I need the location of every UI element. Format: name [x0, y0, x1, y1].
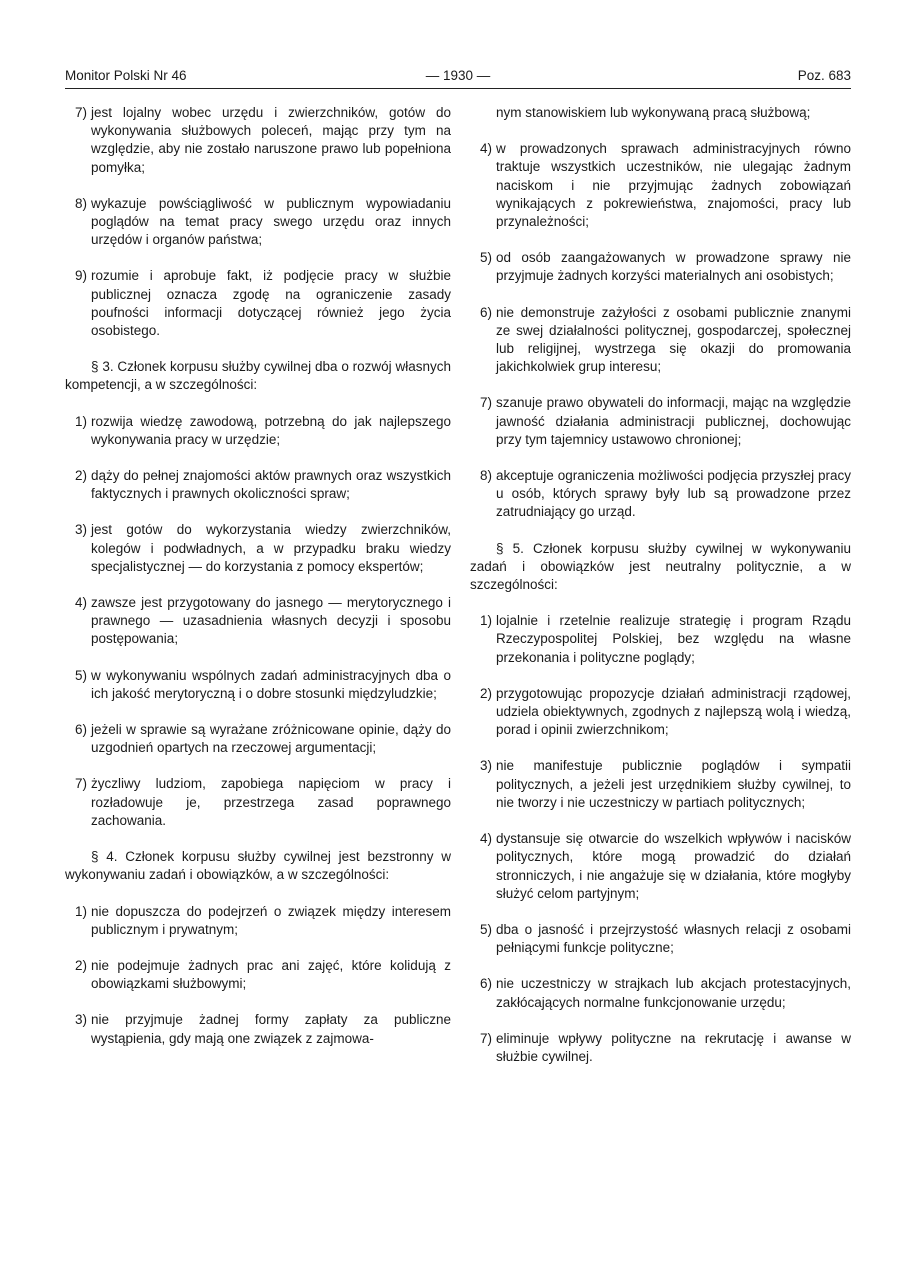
item-number: 2)	[74, 468, 87, 484]
item-number: 5)	[479, 250, 492, 266]
item-number: 4)	[74, 595, 87, 611]
item-number: 1)	[74, 903, 87, 919]
item-number: 5)	[74, 667, 87, 683]
item-number: 7)	[479, 1030, 492, 1046]
item-number: 8)	[74, 195, 87, 211]
continuation-text: nym stanowiskiem lub wykonywaną pracą służbową;	[496, 105, 811, 120]
item-text: nie przyjmuje żadnej formy zapłaty za publiczne wystąpienia, gdy mają one związek z zajmowa-	[91, 1012, 451, 1046]
list-item	[65, 775, 451, 830]
item-number: 4)	[479, 831, 492, 847]
list-item	[65, 104, 451, 177]
item-number: 1)	[74, 413, 87, 429]
right-column	[470, 104, 851, 1084]
item-number: 6)	[74, 722, 87, 738]
item-text: zawsze jest przygotowany do jasnego — merytorycznego i prawnego — uzasadnienia własnych decyzji i sposobu postępowania;	[91, 595, 451, 647]
item-number: 9)	[74, 268, 87, 284]
numbered-list	[470, 140, 851, 521]
list-item	[65, 594, 451, 649]
item-number: 5)	[479, 921, 492, 937]
list-item	[470, 685, 851, 740]
item-number: 6)	[479, 304, 492, 320]
item-text: eliminuje wpływy polityczne na rekrutację i awanse w służbie cywilnej.	[496, 1030, 851, 1064]
item-text: nie podejmuje żadnych prac ani zajęć, które kolidują z obowiązkami służbowymi;	[91, 957, 451, 992]
item-number: 7)	[479, 395, 492, 411]
item-text: nie demonstruje zażyłości z osobami publicznie znanymi ze swej działalności politycznej, gospodarczej, społecznej lub religijnej, wystrzega się okazji do promowania jakichkolwiek grup interesu;	[496, 304, 851, 375]
numbered-list	[470, 612, 851, 1066]
numbered-list	[65, 903, 451, 1048]
list-item	[470, 1030, 851, 1066]
item-text: nie uczestniczy w strajkach lub akcjach protestacyjnych, zakłócających normalne funkcjonowanie urzędu;	[496, 976, 851, 1010]
item-number: 7)	[74, 105, 87, 120]
item-text: nie dopuszcza do podejrzeń o związek między interesem publicznym i prywatnym;	[91, 903, 451, 937]
list-item	[470, 394, 851, 449]
item-text: rozumie i aprobuje fakt, iż podjęcie pracy w służbie publicznej oznacza zgodę na ograniczenie zasady poufności informacji dotyczącej również jego życia osobistego.	[91, 268, 451, 339]
list-item	[470, 612, 851, 667]
item-number: 3)	[479, 758, 492, 774]
list-item	[470, 304, 851, 377]
list-item	[65, 1011, 451, 1047]
item-text: jest lojalny wobec urzędu i zwierzchników, gotów do wykonywania służbowych poleceń, mając przy tym na względzie, aby nie zostało naruszone prawo lub popełniona pomyłka;	[91, 105, 451, 175]
list-item	[470, 975, 851, 1011]
page-header	[65, 68, 851, 88]
position-number: Poz. 683	[797, 68, 851, 83]
item-text: nie manifestuje publicznie poglądów i sympatii politycznych, a jeżeli jest urzędnikiem służby cywilnej, to nie tworzy i nie uczestniczy w partiach politycznych;	[496, 758, 851, 810]
list-item	[65, 413, 451, 449]
item-text: jest gotów do wykorzystania wiedzy zwierzchników, kolegów i podwładnych, a w przypadku braku wiedzy specjalistycznej — do korzystania z pomocy ekspertów;	[91, 522, 451, 574]
item-text: dystansuje się otwarcie do wszelkich wpływów i nacisków politycznych, które mogą prowadzić do działań stronniczych, i nie angażuje się w działania, które mogłyby służyć celom partyjnym;	[496, 831, 851, 901]
item-text: akceptuje ograniczenia możliwości podjęcia przyszłej pracy u osób, których sprawy były lub są prowadzone przez zatrudniający go urząd.	[496, 468, 851, 520]
list-item	[65, 721, 451, 757]
item-text: jeżeli w sprawie są wyrażane zróżnicowane opinie, dąży do uzgodnień opartych na rzeczowej argumentacji;	[91, 722, 451, 756]
left-column	[65, 104, 451, 1066]
item-text: życzliwy ludziom, zapobiega napięciom w pracy i rozładowuje je, przestrzega zasad poprawnego zachowania.	[91, 776, 451, 828]
numbered-list	[65, 104, 451, 340]
item-text: wykazuje powściągliwość w publicznym wypowiadaniu poglądów na temat pracy swego urzędu oraz innych urzędów i organów państwa;	[91, 195, 451, 248]
list-item	[470, 921, 851, 957]
item-text: rozwija wiedzę zawodową, potrzebną do jak najlepszego wykonywania pracy w urzędzie;	[91, 413, 451, 447]
numbered-list	[65, 413, 451, 830]
item-number: 3)	[74, 522, 87, 538]
item-text: dąży do pełnej znajomości aktów prawnych oraz wszystkich faktycznych i prawnych okoliczności spraw;	[91, 468, 451, 502]
list-item	[65, 195, 451, 250]
list-item	[65, 667, 451, 703]
list-item	[65, 267, 451, 340]
item-text: od osób zaangażowanych w prowadzone sprawy nie przyjmuje żadnych korzyści materialnych ani osobistych;	[496, 250, 851, 284]
item-number: 8)	[479, 468, 492, 484]
item-number: 1)	[479, 613, 492, 629]
item-number: 6)	[479, 976, 492, 992]
item-text: przygotowując propozycje działań administracji rządowej, udziela obiektywnych, zgodnych z najlepszą wolą i wiedzą, porad i opinii zwierzchnikom;	[496, 685, 851, 738]
item-text: w wykonywaniu wspólnych zadań administracyjnych dba o ich jakość merytoryczną i o dobre stosunki międzyludzkie;	[91, 667, 451, 701]
item-number: 7)	[74, 776, 87, 792]
item-number: 4)	[479, 141, 492, 157]
section-5-paragraph: § 5. Członek korpusu służby cywilnej w wykonywaniu zadań i obowiązków jest neutralny politycznie, a w szczególności:	[470, 540, 851, 593]
list-item	[65, 957, 451, 993]
item-text: w prowadzonych sprawach administracyjnych równo traktuje wszystkich uczestników, nie ulegając żadnym naciskom i nie przyjmując żadnych zobowiązań wynikających z pokrewieństwa, znajomości, pracy lub przynależności;	[496, 141, 851, 230]
page-number: — 1930 —	[425, 68, 491, 83]
journal-title: Monitor Polski Nr 46	[65, 68, 187, 83]
list-item	[65, 467, 451, 503]
item-number: 2)	[74, 957, 87, 973]
list-item	[470, 249, 851, 285]
header-rule	[65, 88, 851, 89]
list-item	[470, 757, 851, 812]
list-item	[65, 521, 451, 576]
list-item	[470, 140, 851, 231]
section-4-paragraph: § 4. Członek korpusu służby cywilnej jest bezstronny w wykonywaniu zadań i obowiązków, a w szczególności:	[65, 849, 451, 883]
section-3-paragraph: § 3. Członek korpusu służby cywilnej dba o rozwój własnych kompetencji, a w szczególności:	[65, 359, 451, 393]
item-number: 2)	[479, 685, 492, 701]
item-text: dba o jasność i przejrzystość własnych relacji z osobami pełniącymi funkcje polityczne;	[496, 921, 851, 956]
item-number: 3)	[74, 1012, 87, 1028]
list-item	[470, 830, 851, 903]
list-item	[470, 467, 851, 522]
item-text: szanuje prawo obywateli do informacji, mając na względzie jawność działania administracji publicznej, dochowując przy tym tajemnicy ustawowo chronionej;	[496, 395, 851, 447]
list-item	[65, 903, 451, 939]
item-text: lojalnie i rzetelnie realizuje strategię i program Rządu Rzeczypospolitej Polskiej, bez względu na własne przekonania i polityczne poglądy;	[496, 613, 851, 665]
